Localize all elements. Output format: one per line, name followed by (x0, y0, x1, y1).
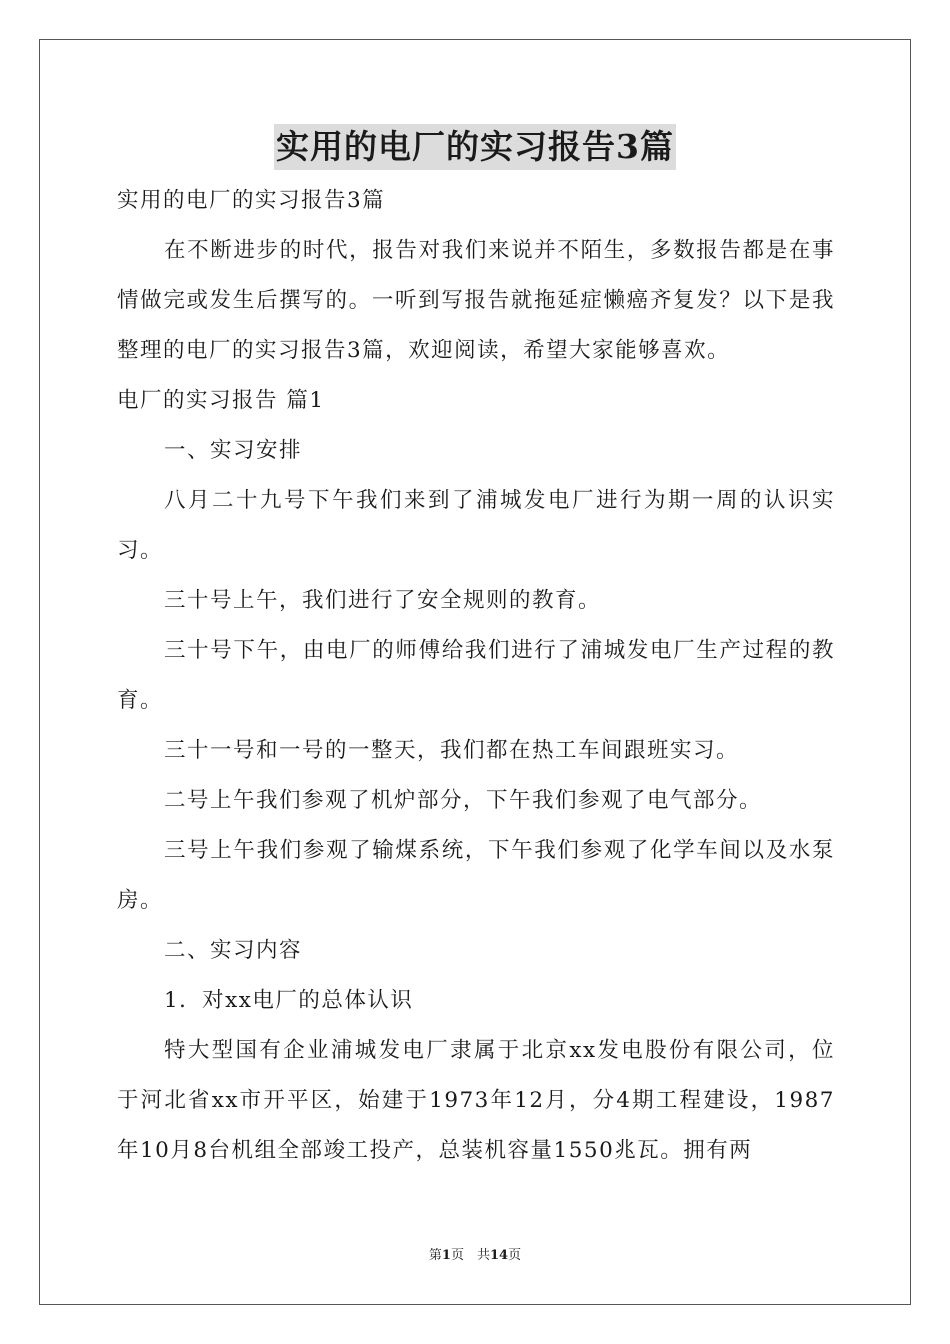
paragraph: 实用的电厂的实习报告3篇 (117, 188, 386, 213)
document-title: 实用的电厂的实习报告3篇 (274, 124, 676, 170)
document-body (117, 176, 835, 1176)
paragraph: 1．对xx电厂的总体认识 (164, 988, 414, 1013)
title-container (0, 124, 950, 170)
paragraph: 二、实习内容 (164, 938, 303, 963)
paragraph: 三十一号和一号的一整天，我们都在热工车间跟班实习。 (164, 738, 740, 763)
paragraph: 三十号上午，我们进行了安全规则的教育。 (164, 588, 602, 613)
current-page-number: 1 (441, 1248, 451, 1263)
page-mid: 页 共 (450, 1248, 490, 1263)
paragraph: 三号上午我们参观了输煤系统，下午我们参观了化学车间以及水泵房。 (117, 838, 835, 913)
section-heading: 电厂的实习报告 篇1 (117, 388, 325, 413)
paragraph: 三十号下午，由电厂的师傅给我们进行了浦城发电厂生产过程的教育。 (117, 638, 835, 713)
paragraph: 二号上午我们参观了机炉部分，下午我们参观了电气部分。 (164, 788, 763, 813)
page-footer (0, 1246, 950, 1266)
paragraph: 八月二十九号下午我们来到了浦城发电厂进行为期一周的认识实习。 (117, 488, 835, 563)
paragraph: 特大型国有企业浦城发电厂隶属于北京xx发电股份有限公司，位于河北省xx市开平区，始建于1973年12月，分4期工程建设，1987年10月8台机组全部竣工投产，总装机容量1550兆瓦。拥有两 (117, 1038, 835, 1163)
total-pages-number: 14 (489, 1248, 509, 1263)
page-prefix: 第 (428, 1248, 442, 1263)
paragraph: 一、实习安排 (164, 438, 303, 463)
page-suffix: 页 (508, 1248, 522, 1263)
paragraph: 在不断进步的时代，报告对我们来说并不陌生，多数报告都是在事情做完或发生后撰写的。一听到写报告就拖延症懒癌齐复发？以下是我整理的电厂的实习报告3篇，欢迎阅读，希望大家能够喜欢。 (117, 238, 835, 363)
